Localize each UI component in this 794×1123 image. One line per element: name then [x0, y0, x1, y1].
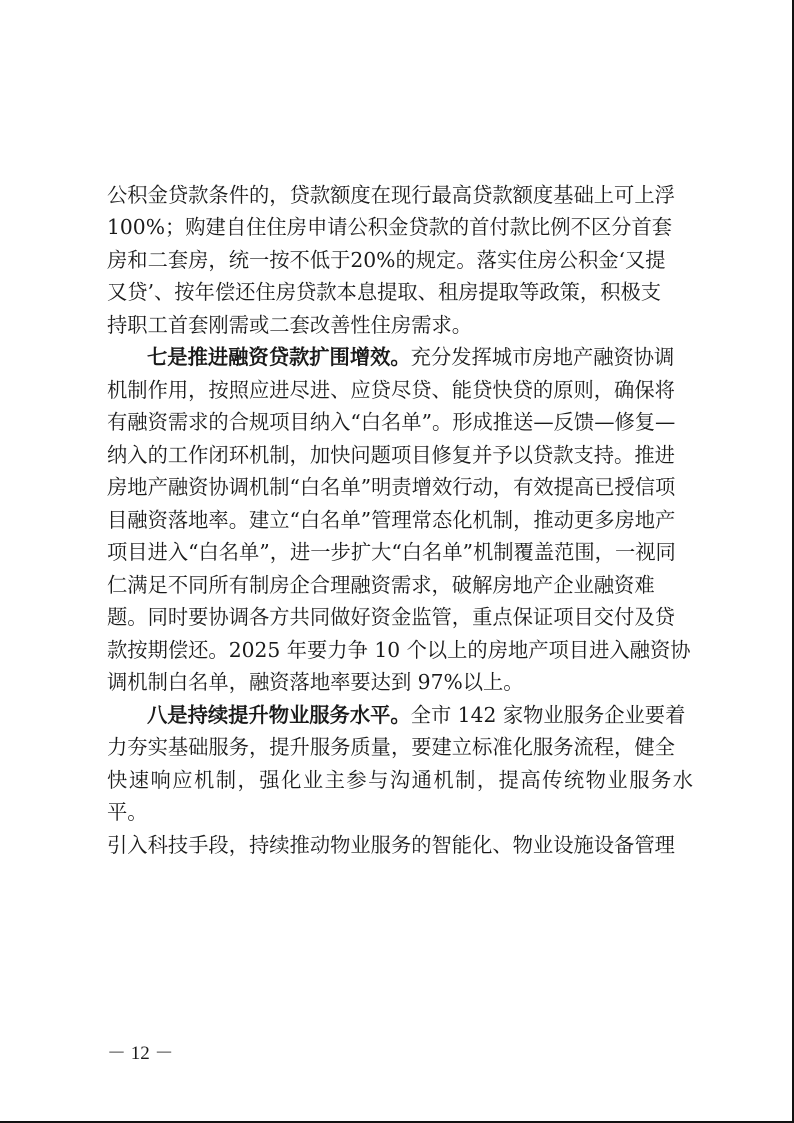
paragraph-financing-loans — [107, 341, 693, 699]
paragraph-housing-fund — [107, 146, 693, 341]
paragraph-property-services — [107, 699, 693, 862]
paragraph-text: 全市 142 家物业服务企业要着 力夯实基础服务，提升服务质量，要建立标准化服务流程，健全 快速响应机制，强化业主参与沟通机制，提高传统物业服务水平。 引入科技手段，持续推动物业服务的智能化、物业设施设备管理 — [107, 702, 693, 857]
paragraph-text: 充分发挥城市房地产融资协调 机制作用，按照应进尽进、应贷尽贷、能贷快贷的原则，确保将 有融资需求的合规项目纳入“白名单”。形成推送—反馈—修复— 纳入的工作闭环机制，加快问题项目修复并予以贷款支持。推进 房地产融资协调机制“白名单”明责增效行动，有效提高已授信项 目融资落地率。建立“白名单”管理常态化机制，推动更多房地产 项目进入“白名单”，进一步扩大“白名单”机制覆盖范围，一视同 仁满足不同所有制房企合理融资需求，破解房地产企业融资难 题。同时要协调各方共同做好资金监管，重点保证项目交付及贷 款按期偿还。2025 年要力争 10 个以上的房地产项目进入融资协 调机制白名单，融资落地率要达到 97%以上。 — [107, 345, 691, 694]
document-body — [107, 146, 693, 861]
paragraph-heading: 七是推进融资贷款扩围增效。 — [147, 345, 411, 369]
paragraph-text: 公积金贷款条件的，贷款额度在现行最高贷款额度基础上可上浮 100%；购建自住住房申请公积金贷款的首付款比例不区分首套 房和二套房，统一按不低于20%的规定。落实住房公积金‘又提 又贷’、按年偿还住房贷款本息提取、租房提取等政策，积极支 持职工首套刚需或二套改善性住房需求。 — [107, 182, 675, 337]
paragraph-heading: 八是持续提升物业服务水平。 — [147, 702, 411, 727]
page-number: － 12 － — [107, 1043, 174, 1064]
